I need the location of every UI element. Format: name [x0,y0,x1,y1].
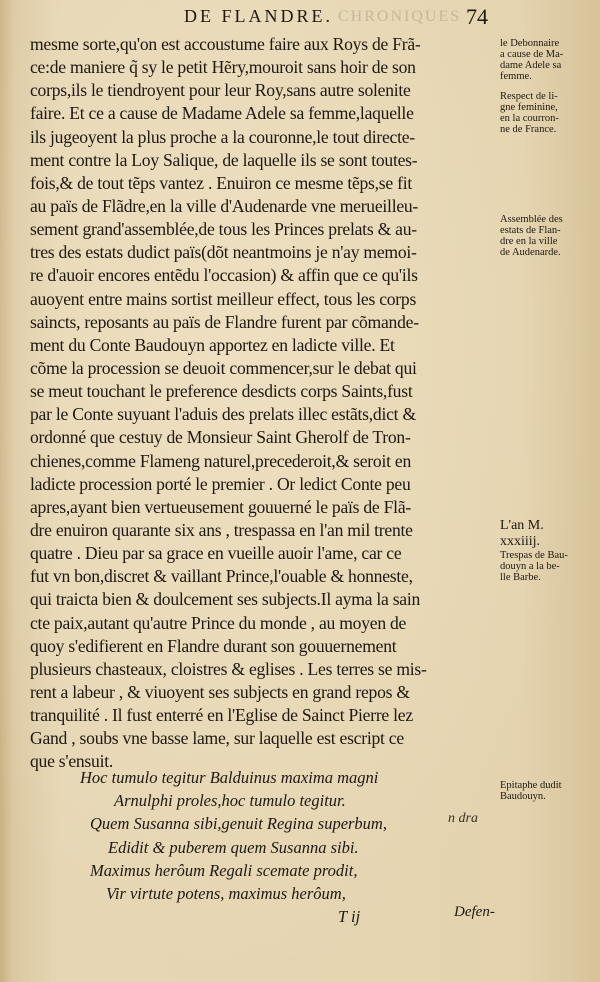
verse-line: Arnulphi proles,hoc tumulo tegitur. [114,791,346,811]
margin-note-line: Baudouyn. [500,791,546,802]
text-line: tranquilité . Il fust enterré en l'Eglise de Sainct Pierre lez [30,705,413,726]
margin-note-year: xxxiiij. [500,534,541,549]
margin-note-line: gne feminine, [500,102,558,113]
text-line: saincts, reposants au païs de Flandre furent par cõmande- [30,311,419,332]
text-line: tres des estats dudict païs(dõt neantmoins je n'ay memoi- [30,242,417,263]
margin-note-line: dre en la ville [500,236,558,247]
margin-note-line: Assemblée des [500,214,563,225]
margin-note [500,91,596,135]
catchword: Defen- [454,904,495,920]
text-line: au païs de Flãdre,en la ville d'Audenarde vne merueilleu- [30,195,419,216]
running-head: DE FLANDRE. [184,6,333,26]
margin-note-line: estats de Flan- [500,225,561,236]
verse-line: Maximus herôum Regali scemate prodit, [90,860,358,880]
margin-note-line: dame Adele sa [500,60,562,71]
text-line: fut vn bon,discret & vaillant Prince,l'ouable & honneste, [30,566,413,587]
margin-note-line: femme. [500,71,532,82]
text-line: cõme la procession se deuoit commencer,sur le debat qui [30,357,417,378]
handwritten-annotation: n dra [448,811,478,826]
text-line: auoyent entre mains sortist meilleur effect, tous les corps [30,288,417,309]
text-line: ils jugeoyent la plus proche a la couronne,le tout directe- [30,126,415,147]
text-line: fois,& de tout tẽps vantez . Enuiron ce mesme tẽps,se fit [30,172,412,193]
margin-note-line: lle Barbe. [500,572,541,583]
text-line: quatre . Dieu par sa grace en vueille auoir l'ame, car ce [30,543,402,564]
text-line: se meut touchant le preference desdicts corps Saints,fust [30,381,413,402]
margin-note-line: Epitaphe dudit [500,780,562,791]
body-text [30,33,496,774]
text-line: quoy s'edifierent en Flandre durant son gouuernement [30,635,397,656]
margin-note-line: ne de France. [500,124,557,135]
text-line: ladicte procession porté le premier . Or ledict Conte peu [30,473,411,494]
text-line: qui traicta bien & doulcement ses subjects.Il ayma la sain [30,589,421,610]
text-line: ce:de maniere q̃ sy le petit Hẽry,mouroit sans hoir de son [30,57,416,78]
text-line: re d'auoir encores entẽdu l'occasion) & affin que ce qu'ils [30,265,418,286]
text-line: dre enuiron quarante six ans , trespassa en l'an mil trente [30,519,413,540]
bleed-through-text: CHRONIQUES [338,8,462,25]
text-line: plusieurs chasteaux, cloistres & eglises . Les terres se mis- [30,658,427,679]
text-line: rent a labeur , & viuoyent ses subjects en grand repos & [30,681,410,702]
verse-line: Quem Susanna sibi,genuit Regina superbum, [90,814,387,834]
margin-note [500,38,596,82]
margin-note-line: le Debonnaire [500,38,560,49]
epitaph-verse [80,766,500,928]
text-line: faire. Et ce a cause de Madame Adele sa femme,laquelle [30,103,414,124]
page-header [0,6,600,30]
folio-number: 74 [466,4,488,29]
margin-note-line: Trespas de Bau- [500,550,568,561]
text-line: corps,ils le tiendroyent pour leur Roy,sans autre solenite [30,80,411,101]
text-line: ordonné que cestuy de Monsieur Saint Gherolf de Tron- [30,427,411,448]
verse-line: Vir virtute potens, maximus herôum, [106,883,346,903]
margin-note [500,214,596,258]
text-line: ment du Conte Baudouyn apportez en ladicte ville. Et [30,334,395,355]
text-line: chienes,comme Flameng naturel,precederoit,& seroit en [30,450,411,471]
verse-line: Hoc tumulo tegitur Balduinus maxima magni [80,768,379,787]
margin-note [500,780,596,802]
text-line: cte paix,autant qu'autre Prince du monde , au moyen de [30,612,407,633]
text-line: Gand , soubs vne basse lame, sur laquelle est escript ce [30,728,404,749]
signature-mark: T ij [338,907,361,927]
margin-note-line: Respect de li- [500,91,558,102]
margin-note-line: de Audenarde. [500,247,561,258]
margin-note-year: L'an M. [500,518,544,533]
margin-note-line: douyn a la be- [500,561,560,572]
text-line: ment contre la Loy Salique, de laquelle ils se sont toutes- [30,149,418,170]
margin-note-line: en la courron- [500,113,559,124]
text-line: que s'ensuit. [30,751,113,772]
margin-note-line: a cause de Ma- [500,49,564,60]
text-line: apres,ayant bien vertueusement gouuerné le païs de Flã- [30,496,411,517]
verse-line: Edidit & puberem quem Susanna sibi. [108,837,359,857]
text-line: par le Conte suyuant l'aduis des prelats illec estãts,dict & [30,404,416,425]
text-line: sement grand'assemblée,de tous les Princes prelats & au- [30,219,417,240]
margin-note [500,518,596,583]
text-line: mesme sorte,qu'on est accoustume faire aux Roys de Frã- [30,34,421,54]
